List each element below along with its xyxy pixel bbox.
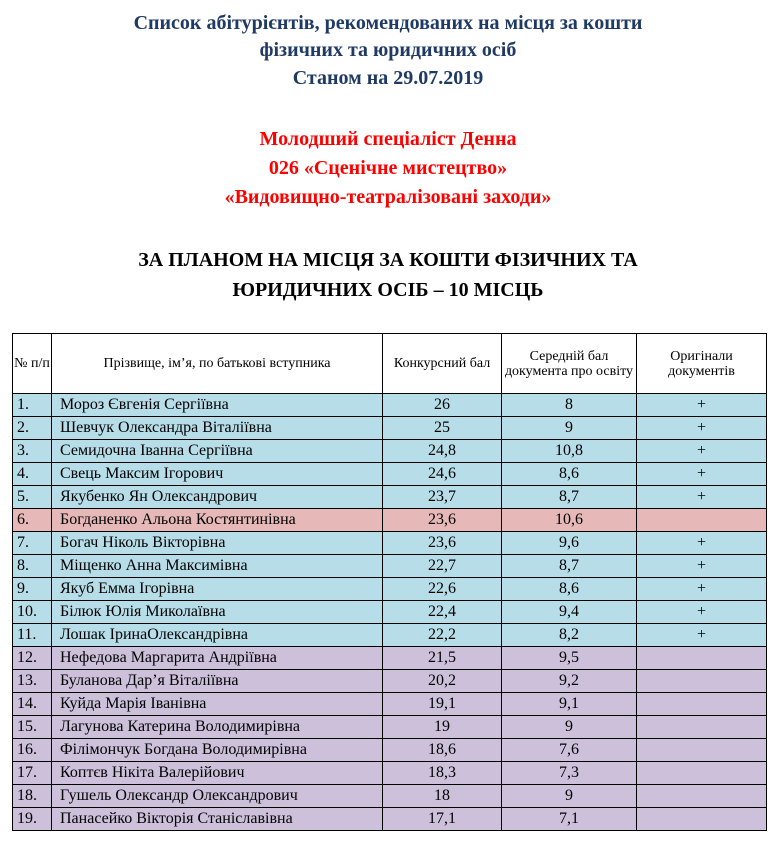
table-row — [13, 716, 767, 739]
row-avg: 9,5 — [502, 647, 637, 670]
row-name: Богач Ніколь Вікторівна — [52, 532, 383, 555]
row-originals — [637, 509, 767, 532]
row-originals: + — [637, 440, 767, 463]
row-originals — [637, 762, 767, 785]
row-num: 6. — [13, 509, 52, 532]
row-avg: 7,1 — [502, 808, 637, 831]
applicants-table — [12, 333, 767, 831]
table-body — [13, 394, 767, 831]
row-avg: 8,7 — [502, 486, 637, 509]
row-score: 18,6 — [383, 739, 502, 762]
row-originals — [637, 670, 767, 693]
plan-heading — [0, 245, 776, 305]
table-row — [13, 440, 767, 463]
table-row — [13, 624, 767, 647]
row-score: 23,6 — [383, 509, 502, 532]
row-avg: 7,3 — [502, 762, 637, 785]
row-name: Якубенко Ян Олександрович — [52, 486, 383, 509]
row-num: 15. — [13, 716, 52, 739]
row-score: 22,4 — [383, 601, 502, 624]
header-score: Конкурсний бал — [383, 334, 502, 394]
row-num: 19. — [13, 808, 52, 831]
header-originals: Оригінали документів — [637, 334, 767, 394]
row-score: 22,2 — [383, 624, 502, 647]
row-avg: 10,8 — [502, 440, 637, 463]
row-originals: + — [637, 532, 767, 555]
row-avg: 8,6 — [502, 463, 637, 486]
row-name: Куйда Марія Іванівна — [52, 693, 383, 716]
row-originals: + — [637, 624, 767, 647]
program-specialty: 026 «Сценічне мистецтво» — [268, 157, 508, 179]
row-num: 11. — [13, 624, 52, 647]
table-row — [13, 417, 767, 440]
row-score: 24,6 — [383, 463, 502, 486]
table-row — [13, 739, 767, 762]
row-originals — [637, 739, 767, 762]
row-originals: + — [637, 601, 767, 624]
row-score: 23,6 — [383, 532, 502, 555]
row-originals: + — [637, 486, 767, 509]
table-row — [13, 785, 767, 808]
table-row — [13, 578, 767, 601]
row-num: 2. — [13, 417, 52, 440]
row-originals — [637, 808, 767, 831]
row-score: 18,3 — [383, 762, 502, 785]
row-avg: 10,6 — [502, 509, 637, 532]
row-name: Нефедова Маргарита Андріївна — [52, 647, 383, 670]
table-header-row — [13, 334, 767, 394]
row-num: 8. — [13, 555, 52, 578]
row-originals: + — [637, 394, 767, 417]
row-num: 18. — [13, 785, 52, 808]
row-originals — [637, 716, 767, 739]
row-name: Буланова Дар’я Віталіївна — [52, 670, 383, 693]
header-num: № п/п — [13, 334, 52, 394]
row-avg: 9 — [502, 716, 637, 739]
row-num: 13. — [13, 670, 52, 693]
row-name: Гушель Олександр Олександрович — [52, 785, 383, 808]
document-heading — [0, 10, 776, 92]
row-avg: 9,2 — [502, 670, 637, 693]
row-avg: 7,6 — [502, 739, 637, 762]
row-score: 20,2 — [383, 670, 502, 693]
row-name: Лошак ІринаОлександрівна — [52, 624, 383, 647]
table-row — [13, 486, 767, 509]
row-name: Міщенко Анна Максимівна — [52, 555, 383, 578]
row-avg: 8,7 — [502, 555, 637, 578]
table-row — [13, 670, 767, 693]
row-name: Лагунова Катерина Володимирівна — [52, 716, 383, 739]
table-row — [13, 463, 767, 486]
plan-line-1: ЗА ПЛАНОМ НА МІСЦЯ ЗА КОШТИ ФІЗИЧНИХ ТА — [138, 249, 638, 271]
table-row — [13, 555, 767, 578]
row-avg: 9 — [502, 785, 637, 808]
row-name: Мороз Євгенія Сергіївна — [52, 394, 383, 417]
row-num: 10. — [13, 601, 52, 624]
row-originals: + — [637, 578, 767, 601]
row-num: 3. — [13, 440, 52, 463]
row-name: Коптєв Нікіта Валерійович — [52, 762, 383, 785]
table-row — [13, 532, 767, 555]
row-name: Якуб Емма Ігорівна — [52, 578, 383, 601]
row-originals: + — [637, 417, 767, 440]
row-originals — [637, 785, 767, 808]
row-score: 19,1 — [383, 693, 502, 716]
row-score: 23,7 — [383, 486, 502, 509]
row-score: 22,6 — [383, 578, 502, 601]
program-level: Молодший спеціаліст Денна — [259, 128, 517, 150]
row-avg: 9,4 — [502, 601, 637, 624]
row-name: Філімончук Богдана Володимирівна — [52, 739, 383, 762]
table-row — [13, 509, 767, 532]
row-avg: 8,6 — [502, 578, 637, 601]
row-score: 18 — [383, 785, 502, 808]
table-row — [13, 394, 767, 417]
row-name: Білюк Юлія Миколаївна — [52, 601, 383, 624]
table-row — [13, 647, 767, 670]
row-num: 4. — [13, 463, 52, 486]
row-num: 16. — [13, 739, 52, 762]
row-name: Богданенко Альона Костянтинівна — [52, 509, 383, 532]
row-score: 21,5 — [383, 647, 502, 670]
table-row — [13, 601, 767, 624]
row-score: 24,8 — [383, 440, 502, 463]
row-num: 9. — [13, 578, 52, 601]
row-score: 19 — [383, 716, 502, 739]
row-avg: 8 — [502, 394, 637, 417]
header-name: Прізвище, ім’я, по батькові вступника — [52, 334, 383, 394]
table-row — [13, 762, 767, 785]
row-score: 22,7 — [383, 555, 502, 578]
row-score: 25 — [383, 417, 502, 440]
table-row — [13, 808, 767, 831]
row-originals: + — [637, 463, 767, 486]
program-info — [0, 125, 776, 212]
heading-line-1: Список абітурієнтів, рекомендованих на місця за кошти — [133, 12, 643, 34]
program-specialization: «Видовищно-театралізовані заходи» — [224, 186, 552, 208]
row-num: 1. — [13, 394, 52, 417]
row-avg: 9,6 — [502, 532, 637, 555]
row-name: Семидочна Іванна Сергіївна — [52, 440, 383, 463]
row-avg: 8,2 — [502, 624, 637, 647]
row-originals: + — [637, 555, 767, 578]
row-num: 14. — [13, 693, 52, 716]
plan-line-2: ЮРИДИЧНИХ ОСІБ – 10 МІСЦЬ — [232, 279, 544, 301]
heading-line-2: фізичних та юридичних осіб — [259, 39, 517, 61]
table-row — [13, 693, 767, 716]
row-name: Панасейко Вікторія Станіславівна — [52, 808, 383, 831]
row-name: Свець Максим Ігорович — [52, 463, 383, 486]
row-num: 12. — [13, 647, 52, 670]
row-score: 26 — [383, 394, 502, 417]
header-avg: Середній бал документа про освіту — [502, 334, 637, 394]
row-num: 7. — [13, 532, 52, 555]
row-originals — [637, 647, 767, 670]
row-originals — [637, 693, 767, 716]
row-num: 17. — [13, 762, 52, 785]
row-avg: 9 — [502, 417, 637, 440]
heading-date: Станом на 29.07.2019 — [292, 67, 484, 89]
row-avg: 9,1 — [502, 693, 637, 716]
row-score: 17,1 — [383, 808, 502, 831]
row-name: Шевчук Олександра Віталіївна — [52, 417, 383, 440]
row-num: 5. — [13, 486, 52, 509]
